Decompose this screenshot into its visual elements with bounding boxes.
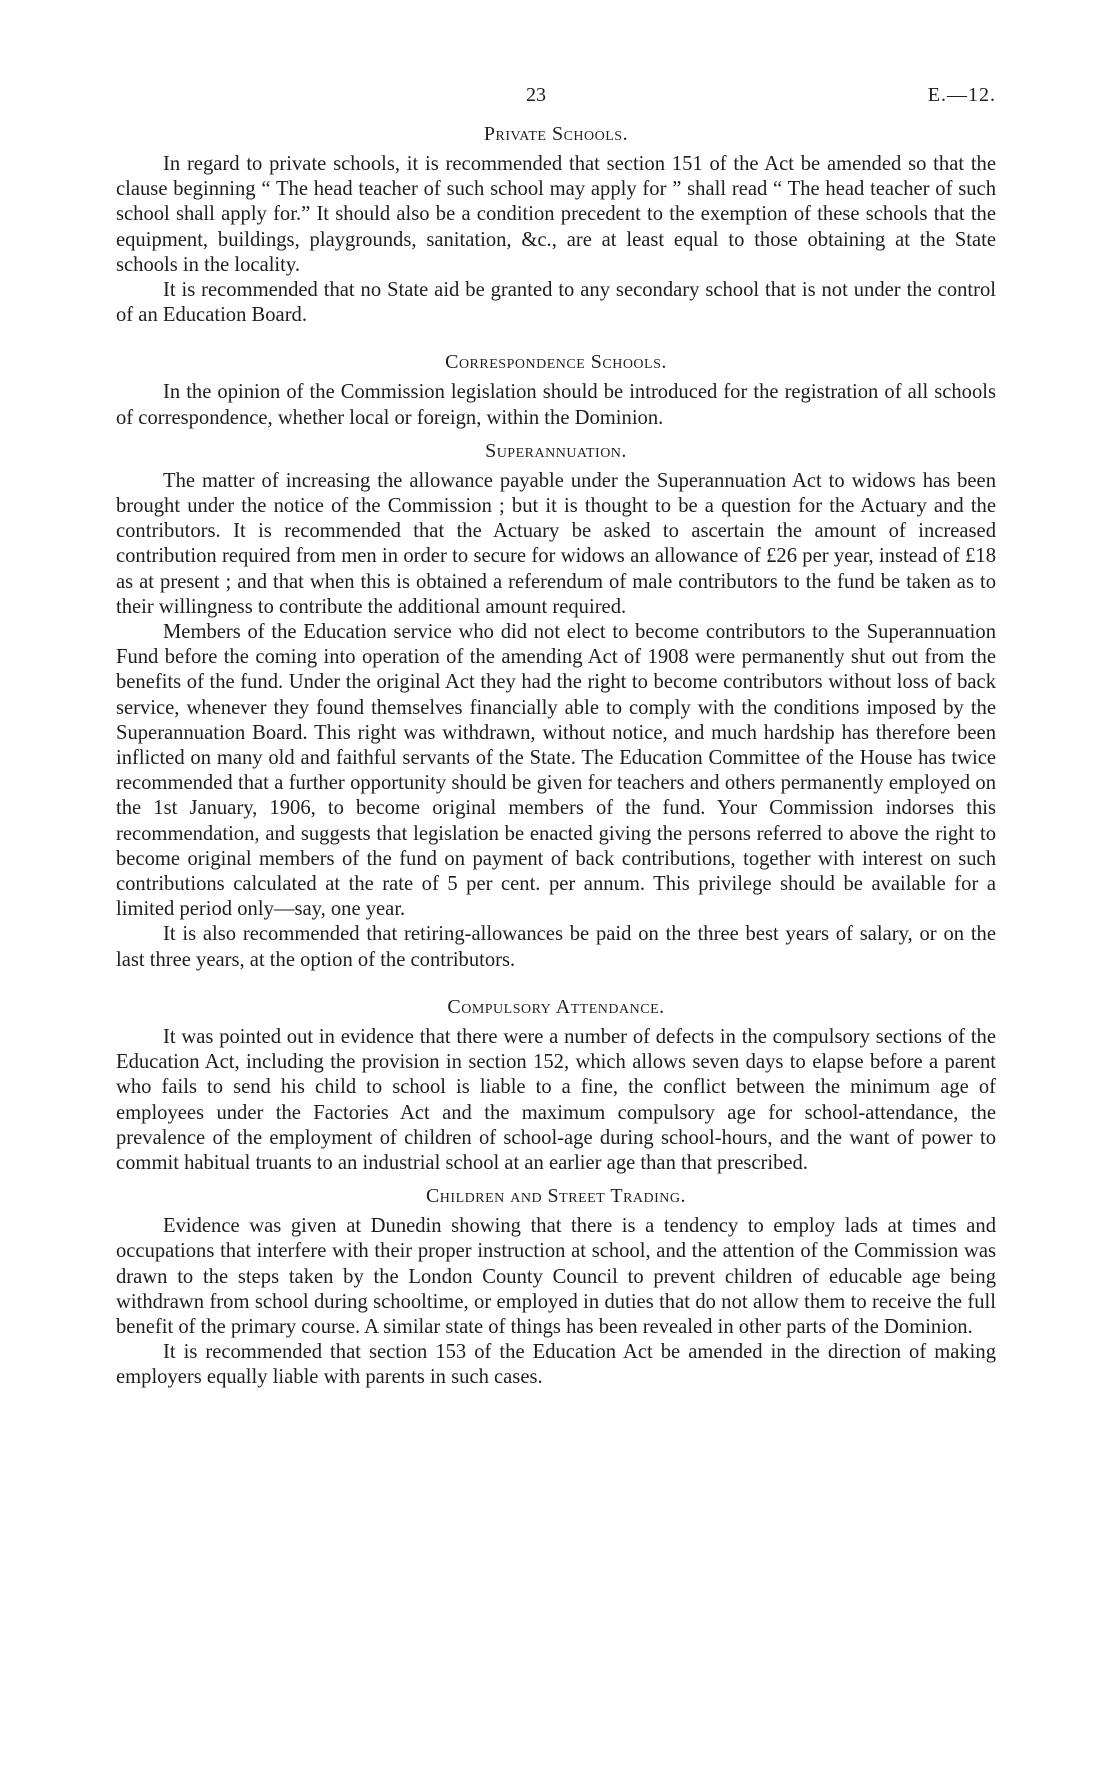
section-heading: Private Schools. (483, 123, 629, 145)
paragraph: It is recommended that no State aid be granted to any secondary school that is not under the control of an Education Board. (116, 279, 996, 327)
paragraph: The matter of increasing the allowance payable under the Superannuation Act to widows has been brought under the notice of the Commission ; but it is thought to be a question for the Actuary and the contributors. It is recommended that the Actuary be asked to ascertain the amount of increased contribution required from men in order to secure for widows an allowance of £26 per year, instead of £18 as at present ; and that when this is obtained a referendum of male contributors to the fund be taken as to their willingness to contribute the additional amount required. (116, 469, 996, 618)
paragraph: It is recommended that section 153 of the Education Act be amended in the direction of making employers equally liable with parents in such cases. (116, 1341, 996, 1389)
section-correspondence-schools (116, 350, 996, 430)
document-page (116, 84, 996, 1391)
section-children-street-trading (116, 1184, 996, 1390)
paragraph: Evidence was given at Dunedin showing that there is a tendency to employ lads at times and occupations that interfere with their proper instruction at school, and the attention of the Commission was drawn to the steps taken by the London County Council to prevent children of educable age being withdrawn from school during schooltime, or employed in duties that do not allow them to receive the full benefit of the primary course. A similar state of things has been revealed in other parts of the Dominion. (116, 1215, 996, 1338)
page-number: 23 (526, 84, 546, 106)
section-superannuation (116, 439, 996, 973)
section-compulsory-attendance (116, 995, 996, 1176)
section-heading: Children and Street Trading. (425, 1185, 687, 1208)
section-private-schools (116, 122, 996, 328)
paragraph: In regard to private schools, it is recommended that section 151 of the Act be amended so that the clause beginning “ The head teacher of such school may apply for ” shall read “ The head teacher of such school shall apply for.” It should also be a condition precedent to the exemption of these schools that the equipment, buildings, playgrounds, sanitation, &c., are at least equal to those obtaining at the State schools in the locality. (116, 153, 996, 276)
paragraph: Members of the Education service who did not elect to become contributors to the Superannuation Fund before the coming into operation of the amending Act of 1908 were permanently shut out from the benefits of the fund. Under the original Act they had the right to become contributors without loss of back service, whenever they found themselves financially able to comply with the conditions imposed by the Superannuation Board. This right was withdrawn, without notice, and much hardship has therefore been inflicted on many old and faithful servants of the State. The Education Committee of the House has twice recommended that a further opportunity should be given for teachers and others permanently employed on the 1st January, 1906, to become original members of the fund. Your Commission indorses this recommendation, and suggests that legislation be enacted giving the persons referred to above the right to become original members of the fund on payment of back contributions, together with interest on such contributions calculated at the rate of 5 per cent. per annum. This privilege should be available for a limited period only—say, one year. (116, 621, 996, 921)
section-heading: Correspondence Schools. (445, 351, 667, 374)
section-heading: Compulsory Attendance. (447, 995, 665, 1018)
section-heading: Superannuation. (485, 439, 627, 462)
page-header (116, 84, 996, 114)
paragraph: In the opinion of the Commission legislation should be introduced for the registration of all schools of correspondence, whether local or foreign, within the Dominion. (116, 381, 996, 429)
document-reference: E.—12. (927, 84, 996, 106)
paragraph: It is also recommended that retiring-allowances be paid on the three best years of salary, or on the last three years, at the option of the contributors. (116, 923, 996, 971)
paragraph: It was pointed out in evidence that there were a number of defects in the compulsory sections of the Education Act, including the provision in section 152, which allows seven days to elapse before a parent who fails to send his child to school is liable to a fine, the conflict between the minimum age of employees under the Factories Act and the maximum compulsory age for school-attendance, the prevalence of the employment of children of school-age during school-hours, and the want of power to commit habitual truants to an industrial school at an earlier age than that prescribed. (116, 1025, 996, 1174)
